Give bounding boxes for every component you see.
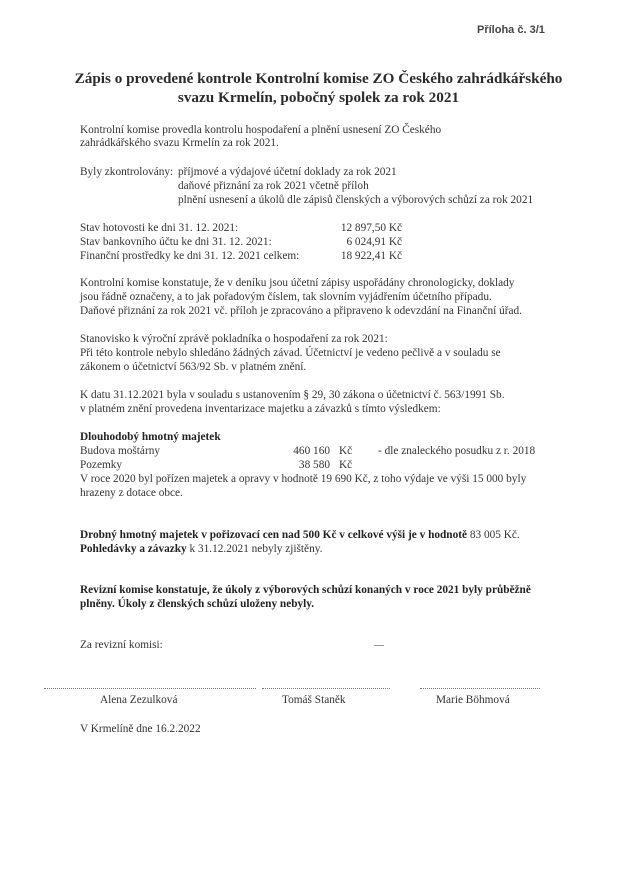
signature-line xyxy=(420,688,540,689)
asset-label: Pozemky xyxy=(80,459,123,471)
place-date: V Krmelíně dne 16.2.2022 xyxy=(80,723,201,735)
intro-line-1: Kontrolní komise provedla kontrolu hospodaření a plnění usnesení ZO Českého xyxy=(80,124,442,136)
checked-label: Byly zkontrolovány: xyxy=(80,166,174,178)
statement-line-3: Daňové přiznání za rok 2021 vč. příloh je zpracováno a připraveno k odevzdání na Finanční úřad. xyxy=(80,305,522,317)
opinion-line-3: zákonem o účetnictví 563/92 Sb. v platném znění. xyxy=(80,361,307,373)
mark-dash xyxy=(374,645,384,646)
asset-unit: Kč xyxy=(339,459,353,471)
balance-value: 6 024,91 Kč xyxy=(346,236,402,248)
asset-amount: 38 580 xyxy=(298,459,330,471)
signatures-label: Za revizní komisi: xyxy=(80,639,163,651)
signature-name: Alena Zezulková xyxy=(100,694,178,706)
attachment-label: Příloha č. 3/1 xyxy=(477,24,545,36)
balance-value: 12 897,50 Kč xyxy=(340,222,402,234)
small-assets-label: Drobný hmotný majetek v pořizovací cen nad 500 Kč v celkové výši je v hodnotě xyxy=(80,529,468,541)
inventory-line-2: v platném znění provedena inventarizace majetku a závazků s tímto výsledkem: xyxy=(80,403,441,415)
assets-note-line-1: V roce 2020 byl pořízen majetek a opravy v hodnotě 19 690 Kč, z toho výdaje ve výši 15 000 byly xyxy=(80,473,527,485)
balance-label: Stav hotovosti ke dni 31. 12. 2021: xyxy=(80,222,239,234)
balance-value: 18 922,41 Kč xyxy=(340,250,402,262)
checked-item: příjmové a výdajové účetní doklady za rok 2021 xyxy=(178,166,397,178)
asset-note: - dle znaleckého posudku z r. 2018 xyxy=(378,445,536,457)
asset-amount: 460 160 xyxy=(293,445,330,457)
receivables-line xyxy=(80,543,322,556)
checked-item: plnění usnesení a úkolů dle zápisů členských a výborových schůzí za rok 2021 xyxy=(178,194,534,206)
intro-line-2: zahrádkářského svazu Krmelín za rok 2021. xyxy=(80,137,279,149)
balance-label: Stav bankovního účtu ke dni 31. 12. 2021: xyxy=(80,236,272,248)
revision-line-1: Revizní komise konstatuje, že úkoly z výborových schůzí konaných v roce 2021 byly průběžně xyxy=(80,584,531,596)
statement-line-2: jsou řádně označeny, a to jak pořadovým číslem, tak slovním vyjádřením účetního případu. xyxy=(80,291,492,303)
balance-label: Finanční prostředky ke dni 31. 12. 2021 celkem: xyxy=(80,250,300,262)
statement-line-1: Kontrolní komise konstatuje, že v deníku jsou účetní zápisy uspořádány chronologicky, doklady xyxy=(80,277,515,289)
inventory-line-1: K datu 31.12.2021 byla v souladu s ustanovením § 29, 30 zákona o účetnictví č. 563/1991 Sb. xyxy=(80,389,505,401)
signature-name: Tomáš Staněk xyxy=(282,694,346,706)
revision-line-2: plněny. Úkoly z členských schůzí uloženy nebyly. xyxy=(80,598,315,610)
receivables-text: k 31.12.2021 nebyly zjištěny. xyxy=(186,543,323,555)
signature-line xyxy=(262,688,390,689)
small-assets-line xyxy=(80,529,520,542)
document-title-line-1: Zápis o provedené kontrole Kontrolní komise ZO Českého zahrádkářského xyxy=(74,70,563,87)
opinion-line-2: Při této kontrole nebylo shledáno žádných závad. Účetnictví je vedeno pečlivě a v souladu se xyxy=(80,347,501,359)
small-assets-value: 83 005 Kč. xyxy=(467,529,520,541)
opinion-line-1: Stanovisko k výroční zprávě pokladníka o hospodaření za rok 2021: xyxy=(80,333,388,345)
asset-unit: Kč xyxy=(339,445,353,457)
receivables-label: Pohledávky a závazky xyxy=(80,543,187,555)
document-title-line-2: svazu Krmelín, pobočný spolek za rok 2021 xyxy=(177,89,460,106)
asset-label: Budova moštárny xyxy=(80,445,161,457)
signature-name: Marie Böhmová xyxy=(436,694,510,706)
signature-line xyxy=(44,688,256,689)
assets-heading: Dlouhodobý hmotný majetek xyxy=(80,431,221,443)
assets-note-line-2: hrazeny z dotace obce. xyxy=(80,487,183,499)
checked-item: daňové přiznání za rok 2021 včetně příloh xyxy=(178,180,369,192)
